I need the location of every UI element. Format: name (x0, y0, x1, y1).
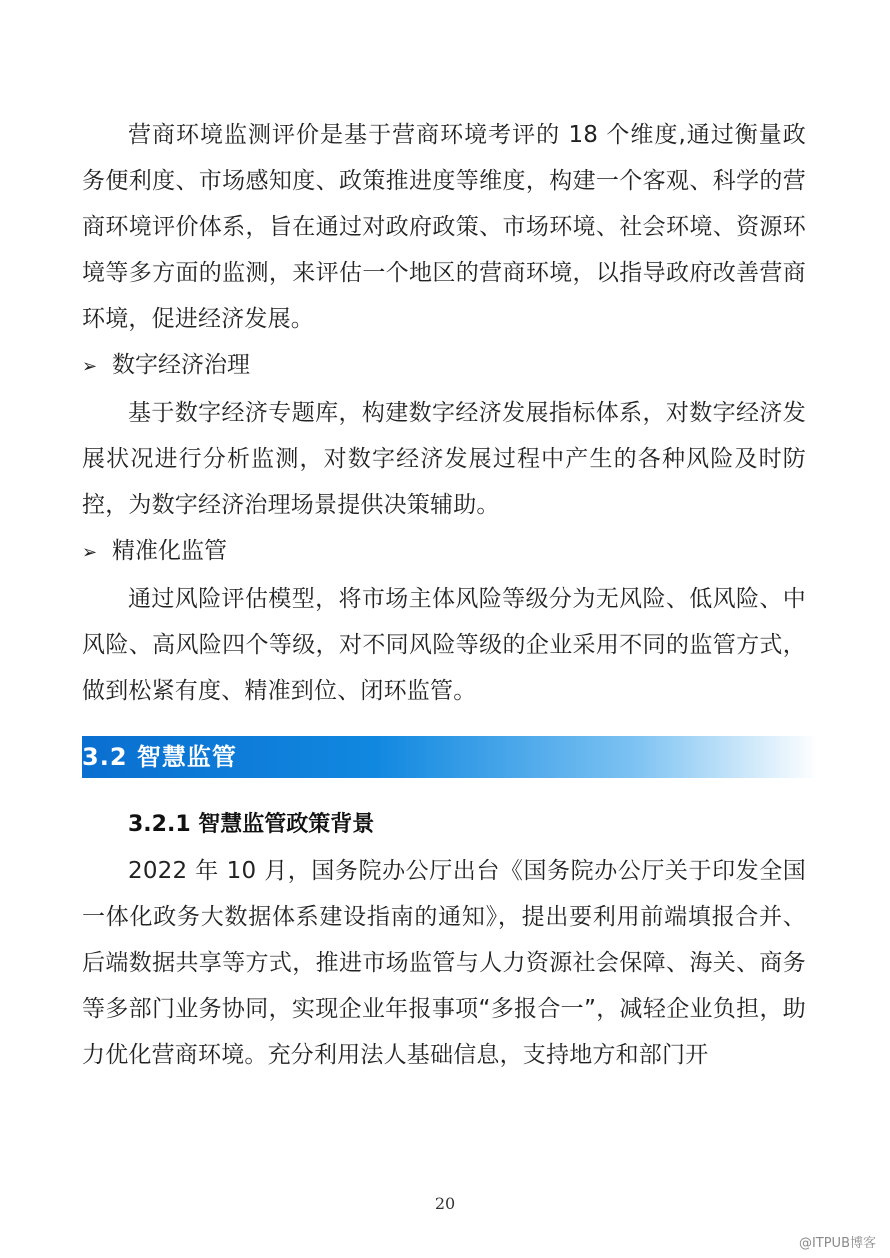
watermark: @ITPUB博客 (798, 1236, 876, 1251)
page-body-top (82, 112, 806, 714)
paragraph-policy-background: 2022 年 10 月，国务院办公厅出台《国务院办公厅关于印发全国一体化政务大数据体系建设指南的通知》，提出要利用前端填报合并、后端数据共享等方式，推进市场监管与人力资源社会保障、海关、商务等多部门业务协同，实现企业年报事项“多报合一”，减轻企业负担，助力优化营商环境。充分利用法人基础信息，支持地方和部门开 (82, 858, 806, 1068)
paragraph-digital-economy: 基于数字经济专题库，构建数字经济发展指标体系，对数字经济发展状况进行分析监测，对数字经济发展过程中产生的各种风险及时防控，为数字经济治理场景提供决策辅助。 (82, 400, 806, 518)
arrow-bullet-icon: ➢ (82, 356, 98, 377)
section-title: 3.2 智慧监管 (82, 743, 237, 771)
subsection-title: 3.2.1 智慧监管政策背景 (128, 812, 375, 837)
paragraph-business-environment: 营商环境监测评价是基于营商环境考评的 18 个维度,通过衡量政务便利度、市场感知度、政策推进度等维度，构建一个客观、科学的营商环境评价体系，旨在通过对政府政策、市场环境、社会环境、资源环境等多方面的监测，来评估一个地区的营商环境，以指导政府改善营商环境，促进经济发展。 (82, 122, 806, 332)
bullet-title: 精准化监管 (112, 538, 227, 564)
bullet-title: 数字经济治理 (112, 352, 250, 378)
bullet-precise-supervision (82, 528, 806, 576)
bullet-digital-economy (82, 342, 806, 390)
paragraph-precise-supervision: 通过风险评估模型，将市场主体风险等级分为无风险、低风险、中风险、高风险四个等级，对不同风险等级的企业采用不同的监管方式，做到松紧有度、精准到位、闭环监管。 (82, 586, 806, 704)
arrow-bullet-icon: ➢ (82, 542, 98, 563)
page-number: 20 (434, 1194, 456, 1213)
page-body-bottom (82, 802, 806, 1078)
section-heading-bar (82, 736, 818, 778)
